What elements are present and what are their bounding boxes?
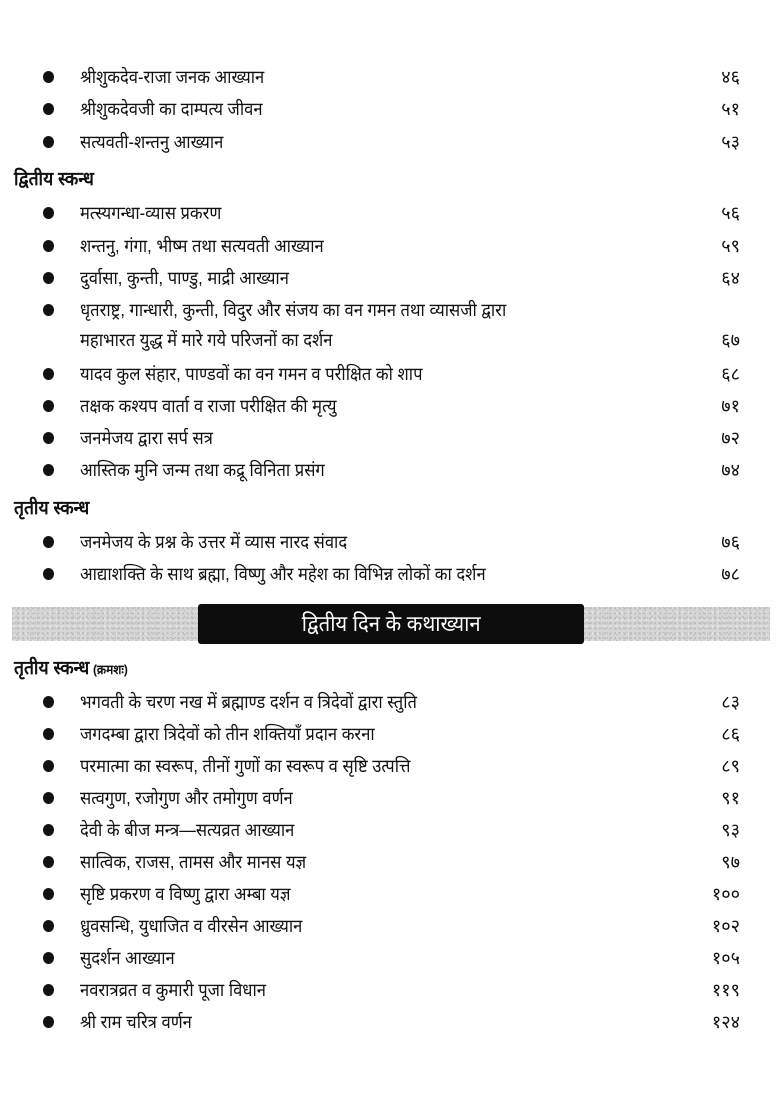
toc-entry[interactable] <box>0 62 780 92</box>
entry-page-number: १०२ <box>711 916 740 936</box>
entry-page-number: ७१ <box>721 396 740 416</box>
bullet-icon <box>43 984 54 996</box>
entry-title: शन्तनु, गंगा, भीष्म तथा सत्यवती आख्यान <box>80 236 324 256</box>
bullet-icon <box>43 888 54 900</box>
entry-title: नवरात्रव्रत व कुमारी पूजा विधान <box>80 980 266 1000</box>
entry-title: श्री राम चरित्र वर्णन <box>80 1012 192 1032</box>
entry-title: आस्तिक मुनि जन्म तथा कद्रू विनिता प्रसंग <box>80 460 325 480</box>
entry-page-number: ८६ <box>721 724 740 744</box>
bullet-icon <box>43 432 54 444</box>
bullet-icon <box>43 272 54 284</box>
entry-page-number: ५३ <box>721 132 740 152</box>
banner-box <box>198 604 584 644</box>
bullet-icon <box>43 136 54 148</box>
toc-entry[interactable] <box>0 423 780 453</box>
bullet-icon <box>43 207 54 219</box>
bullet-icon <box>43 824 54 836</box>
entry-page-number: ८९ <box>721 756 740 776</box>
entry-page-number: ७८ <box>721 564 740 584</box>
entry-page-number: ७६ <box>721 532 740 552</box>
entry-title: परमात्मा का स्वरूप, तीनों गुणों का स्वरूप व सृष्टि उत्पत्ति <box>80 756 411 776</box>
toc-entry[interactable] <box>0 719 780 749</box>
entry-page-number: ८३ <box>721 692 740 712</box>
bullet-icon <box>43 71 54 83</box>
toc-entry[interactable] <box>0 1007 780 1037</box>
toc-entry[interactable] <box>0 783 780 813</box>
entry-page-number: ७२ <box>721 428 740 448</box>
entry-title: जनमेजय के प्रश्न के उत्तर में व्यास नारद संवाद <box>80 532 348 552</box>
bullet-icon <box>43 952 54 964</box>
bullet-icon <box>43 760 54 772</box>
entry-title: मत्स्यगन्धा-व्यास प्रकरण <box>80 203 222 223</box>
section-heading-text: तृतीय स्कन्ध <box>14 658 90 679</box>
bullet-icon <box>43 728 54 740</box>
section-heading <box>14 656 128 684</box>
entry-title: सात्विक, राजस, तामस और मानस यज्ञ <box>80 852 307 872</box>
entry-page-number: ५६ <box>721 203 740 223</box>
entry-title: श्रीशुकदेवजी का दाम्पत्य जीवन <box>80 99 263 119</box>
toc-entry[interactable] <box>0 94 780 124</box>
entry-page-number: ५१ <box>721 99 740 119</box>
section-heading-note: (क्रमशः) <box>92 662 128 677</box>
toc-entry[interactable] <box>0 911 780 941</box>
entry-title: दुर्वासा, कुन्ती, पाण्डु, माद्री आख्यान <box>80 268 289 288</box>
entry-title: आद्याशक्ति के साथ ब्रह्मा, विष्णु और महेश का विभिन्न लोकों का दर्शन <box>80 564 486 584</box>
entry-title: तक्षक कश्यप वार्ता व राजा परीक्षित की मृत्यु <box>80 396 337 416</box>
day-banner <box>12 604 770 646</box>
toc-entry[interactable] <box>0 391 780 421</box>
entry-page-number: ११९ <box>711 980 740 1000</box>
toc-entry[interactable] <box>0 359 780 389</box>
bullet-icon <box>43 304 54 316</box>
entry-title: सत्वगुण, रजोगुण और तमोगुण वर्णन <box>80 788 293 808</box>
toc-entry[interactable] <box>0 198 780 228</box>
entry-page-number: ४६ <box>721 67 740 87</box>
entry-title: यादव कुल संहार, पाण्डवों का वन गमन व परीक्षित को शाप <box>80 364 423 384</box>
toc-entry[interactable] <box>0 847 780 877</box>
toc-entry[interactable] <box>0 815 780 845</box>
toc-entry[interactable] <box>0 879 780 909</box>
entry-page-number: १०० <box>711 884 740 904</box>
toc-entry[interactable] <box>0 231 780 261</box>
toc-entry[interactable] <box>0 975 780 1005</box>
entry-title: सुदर्शन आख्यान <box>80 948 175 968</box>
toc-entry[interactable] <box>0 127 780 157</box>
bullet-icon <box>43 568 54 580</box>
entry-title: सृष्टि प्रकरण व विष्णु द्वारा अम्बा यज्ञ <box>80 884 291 904</box>
entry-title-continuation: महाभारत युद्ध में मारे गये परिजनों का दर्शन <box>80 330 333 350</box>
entry-title: धृतराष्ट्र, गान्धारी, कुन्ती, विदुर और संजय का वन गमन तथा व्यासजी द्वारा <box>80 300 507 320</box>
bullet-icon <box>43 920 54 932</box>
toc-entry[interactable] <box>0 559 780 589</box>
bullet-icon <box>43 856 54 868</box>
bullet-icon <box>43 792 54 804</box>
entry-page-number: १२४ <box>711 1012 740 1032</box>
toc-entry[interactable] <box>0 295 780 357</box>
entry-page-number: ५९ <box>721 236 740 256</box>
bullet-icon <box>43 368 54 380</box>
banner-title: द्वितीय दिन के कथाख्यान <box>301 611 481 636</box>
section-heading: तृतीय स्कन्ध <box>14 498 90 519</box>
bullet-icon <box>43 103 54 115</box>
toc-entry[interactable] <box>0 527 780 557</box>
toc-entry[interactable] <box>0 687 780 717</box>
banner-texture-left <box>12 607 198 641</box>
entry-title: भगवती के चरण नख में ब्रह्माण्ड दर्शन व त्रिदेवों द्वारा स्तुति <box>80 692 417 712</box>
section-heading: द्वितीय स्कन्ध <box>14 169 94 190</box>
banner-texture-right <box>584 607 770 641</box>
entry-page-number: १०५ <box>711 948 740 968</box>
entry-title: जनमेजय द्वारा सर्प सत्र <box>80 428 213 448</box>
bullet-icon <box>43 1016 54 1028</box>
entry-page-number: ६८ <box>721 364 740 384</box>
bullet-icon <box>43 536 54 548</box>
entry-title: श्रीशुकदेव-राजा जनक आख्यान <box>80 67 265 87</box>
entry-page-number: ९१ <box>721 788 740 808</box>
entry-page-number: ९७ <box>721 852 740 872</box>
toc-entry[interactable] <box>0 455 780 485</box>
entry-title: देवी के बीज मन्त्र—सत्यव्रत आख्यान <box>80 820 295 840</box>
toc-entry[interactable] <box>0 263 780 293</box>
toc-entry[interactable] <box>0 751 780 781</box>
bullet-icon <box>43 400 54 412</box>
bullet-icon <box>43 464 54 476</box>
entry-page-number: ९३ <box>721 820 740 840</box>
entry-title: ध्रुवसन्धि, युधाजित व वीरसेन आख्यान <box>80 916 303 936</box>
bullet-icon <box>43 696 54 708</box>
entry-page-number: ७४ <box>721 460 740 480</box>
entry-page-number: ६७ <box>721 330 740 350</box>
toc-entry[interactable] <box>0 943 780 973</box>
entry-title: जगदम्बा द्वारा त्रिदेवों को तीन शक्तियाँ प्रदान करना <box>80 724 375 744</box>
entry-page-number: ६४ <box>721 268 740 288</box>
bullet-icon <box>43 240 54 252</box>
entry-title: सत्यवती-शन्तनु आख्यान <box>80 132 224 152</box>
